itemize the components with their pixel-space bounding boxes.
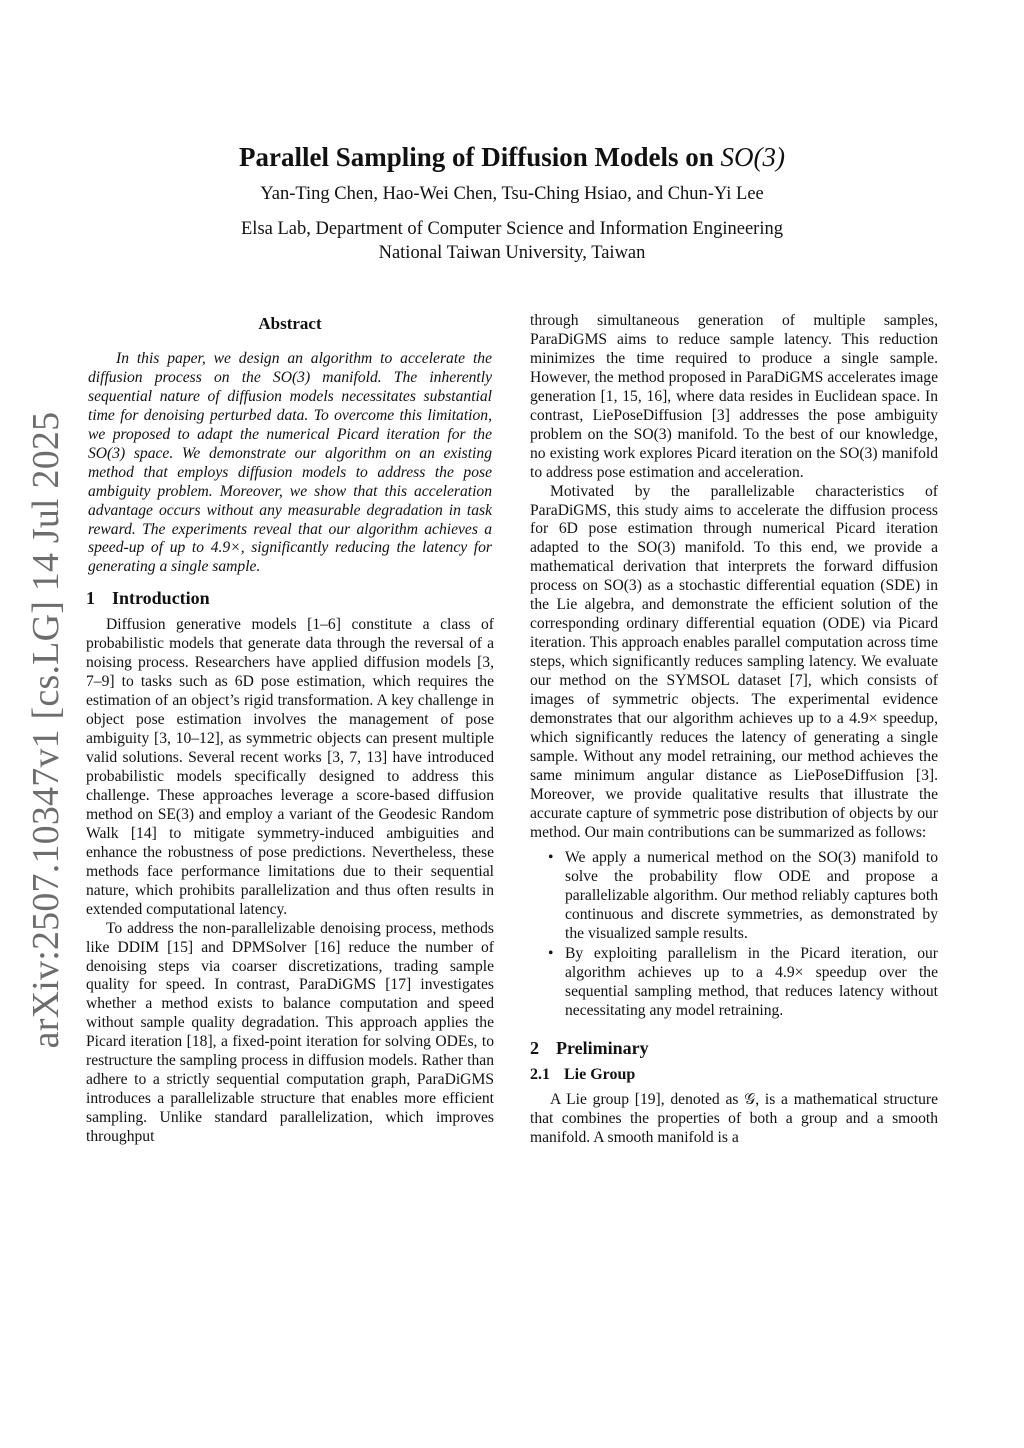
arxiv-identifier-stamp	[25, 411, 67, 1049]
intro-paragraph-1: Diffusion generative models [1–6] constitute a class of probabilistic models that generate data through the reversal of a noising process. Researchers have applied diffusion models [3, 7–9] to tasks such as 6D pose estimation, which requires the estimation of an object’s rigid transformation. A key challenge in object pose estimation involves the management of pose ambiguity [3, 10–12], as symmetric objects can present multiple valid solutions. Several recent works [3, 7, 13] have introduced probabilistic models specifically designed to address this challenge. These approaches leverage a score-based diffusion method on SE(3) and employ a variant of the Geodesic Random Walk [14] to mitigate symmetry-induced ambiguities and enhance the robustness of pose predictions. Nevertheless, these methods face performance limitations due to their sequential nature, which prohibits parallelization and thus often results in extended computational latency.	[86, 616, 494, 918]
section-1-number: 1	[86, 588, 95, 609]
intro-paragraph-3: Motivated by the parallelizable characteristics of ParaDiGMS, this study aims to accelerate the diffusion process for 6D pose estimation through numerical Picard iteration adapted to the SO(3) manifold. To this end, we provide a mathematical derivation that interprets the forward diffusion process on SO(3) as a stochastic differential equation (SDE) in the Lie algebra, and demonstrate the efficient solution of the corresponding ordinary differential equation (ODE) via Picard iteration. This approach enables parallel computation across time steps, which significantly reduces sampling latency. We evaluate our method on the SYMSOL dataset [7], which consists of images of symmetric objects. The experimental evidence demonstrates that our algorithm achieves up to a 4.9× speedup, which significantly reduces the latency of generating a single sample. Without any model retraining, our method achieves the same minimum angular distance as LiePoseDiffusion [3]. Moreover, we provide qualitative results that illustrate the accurate capture of symmetric pose distribution of objects by our method. Our main contributions can be summarized as follows:	[530, 482, 938, 841]
author-list: Yan-Ting Chen, Hao-Wei Chen, Tsu-Ching Hsiao, and Chun-Yi Lee	[260, 184, 764, 204]
paper-title-math: SO(3)	[720, 142, 785, 172]
right-column	[530, 312, 938, 1148]
paper-title-text: Parallel Sampling of Diffusion Models on	[238, 142, 714, 172]
arxiv-stamp-text: arXiv:2507.10347v1 [cs.LG] 14 Jul 2025	[25, 411, 67, 1049]
preliminary-paragraph-1: A Lie group [19], denoted as 𝒢, is a mathematical structure that combines the properties of both a group and a smooth manifold. A smooth manifold is a	[530, 1091, 938, 1147]
intro-paragraph-2: To address the non-parallelizable denoising process, methods like DDIM [15] and DPMSolver [16] reduce the number of denoising steps via coarser discretizations, trading sample quality for speed. In contrast, ParaDiGMS [17] investigates whether a method exists to balance computation and speed without sample quality degradation. This approach applies the Picard iteration [18], a fixed-point iteration for solving ODEs, to restructure the sampling process in diffusion models. Rather than adhere to a strictly sequential computation graph, ParaDiGMS introduces a parallelizable structure that enables more efficient sampling. Unlike standard parallelization, which improves throughput	[86, 919, 494, 1146]
paper-header	[0, 142, 1024, 265]
abstract-text: In this paper, we design an algorithm to accelerate the diffusion process on the SO(3) manifold. The inherently sequential nature of diffusion models necessitates substantial time for denoising perturbed data. To overcome this limitation, we proposed to adapt the numerical Picard iteration for the SO(3) space. We demonstrate our algorithm on an existing method that employs diffusion models to address the pose ambiguity problem. Moreover, we show that this acceleration advantage occurs without any measurable degradation in task reward. The experiments reveal that our algorithm achieves a speed-up of up to 4.9×, significantly reducing the latency for generating a single sample.	[88, 349, 492, 576]
section-2-number: 2	[530, 1038, 539, 1059]
bullet-icon: •	[548, 848, 554, 866]
affiliation-line-1: Elsa Lab, Department of Computer Science and Information Engineering	[241, 219, 783, 239]
subsection-2-1-title: Lie Group	[564, 1066, 636, 1084]
contribution-2-text: By exploiting parallelism in the Picard iteration, our algorithm achieves up to a 4.9× speedup over the sequential sampling method, that reduces latency without necessitating any model retraining.	[565, 945, 938, 1020]
subsection-2-1-heading	[530, 1066, 938, 1085]
list-item	[548, 945, 938, 1021]
subsection-2-1-number: 2.1	[530, 1066, 550, 1084]
paper-title	[0, 142, 1024, 173]
left-column	[86, 312, 494, 1147]
affiliation-line-2: National Taiwan University, Taiwan	[378, 243, 646, 263]
section-2-title: Preliminary	[556, 1038, 649, 1059]
intro-paragraph-2-continued: through simultaneous generation of multiple samples, ParaDiGMS aims to reduce sample latency. This reduction minimizes the time required to produce a single sample. However, the method proposed in ParaDiGMS accelerates image generation [1, 15, 16], where data resides in Euclidean space. In contrast, LiePoseDiffusion [3] addresses the pose ambiguity problem on the SO(3) manifold. To the best of our knowledge, no existing work explores Picard iteration on the SO(3) manifold to address pose estimation and acceleration.	[530, 312, 938, 481]
contribution-1-text: We apply a numerical method on the SO(3) manifold to solve the probability flow ODE and propose a parallelizable algorithm. Our method reliably captures both continuous and discrete symmetries, as demonstrated by the visualized sample results.	[565, 848, 938, 942]
bullet-icon: •	[548, 945, 554, 963]
abstract-heading: Abstract	[258, 314, 322, 333]
affiliation	[0, 217, 1024, 265]
section-1-title: Introduction	[112, 588, 210, 609]
contribution-list	[530, 849, 938, 1022]
section-1-heading	[86, 589, 494, 608]
list-item	[548, 848, 938, 944]
section-2-heading	[530, 1039, 938, 1058]
